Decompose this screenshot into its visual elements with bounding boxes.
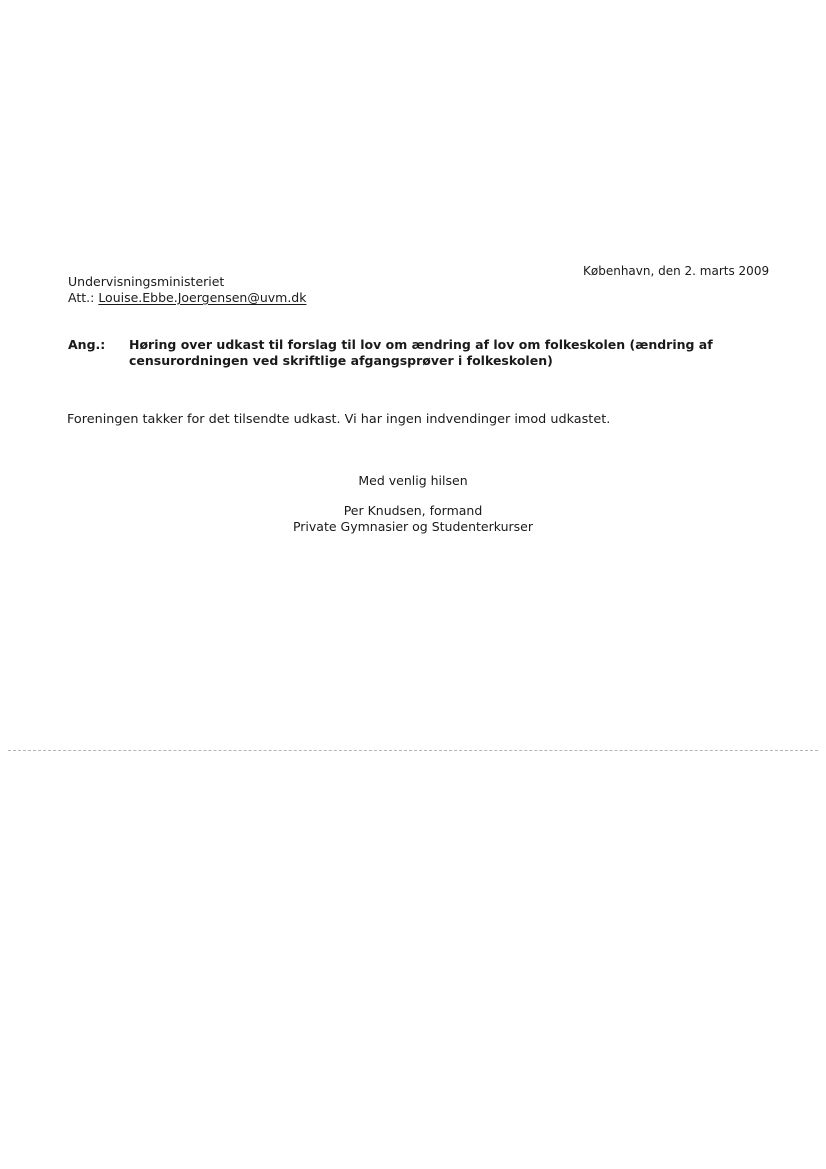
body-paragraph: Foreningen takker for det tilsendte udkast. Vi har ingen indvendinger imod udkastet. [67,412,611,427]
attention-email-link[interactable]: Louise.Ebbe.Joergensen@uvm.dk [98,290,307,305]
closing-greeting: Med venlig hilsen [358,473,468,488]
attention-line [68,290,306,306]
date-line: København, den 2. marts 2009 [583,264,770,278]
subject-line: censurordningen ved skriftlige afgangsprøver i folkeskolen) [129,353,553,368]
attention-label: Att.: [68,290,95,305]
subject-text [129,337,729,369]
scan-fold-line [8,750,818,751]
recipient-name: Undervisningsministeriet [68,274,225,289]
subject-label: Ang.: [68,337,106,352]
subject-line: Høring over udkast til forslag til lov om ændring af lov om folkeskolen (ændring af [129,337,713,352]
signer-name: Per Knudsen, formand [343,503,483,518]
organization-name: Private Gymnasier og Studenterkurser [292,519,534,534]
